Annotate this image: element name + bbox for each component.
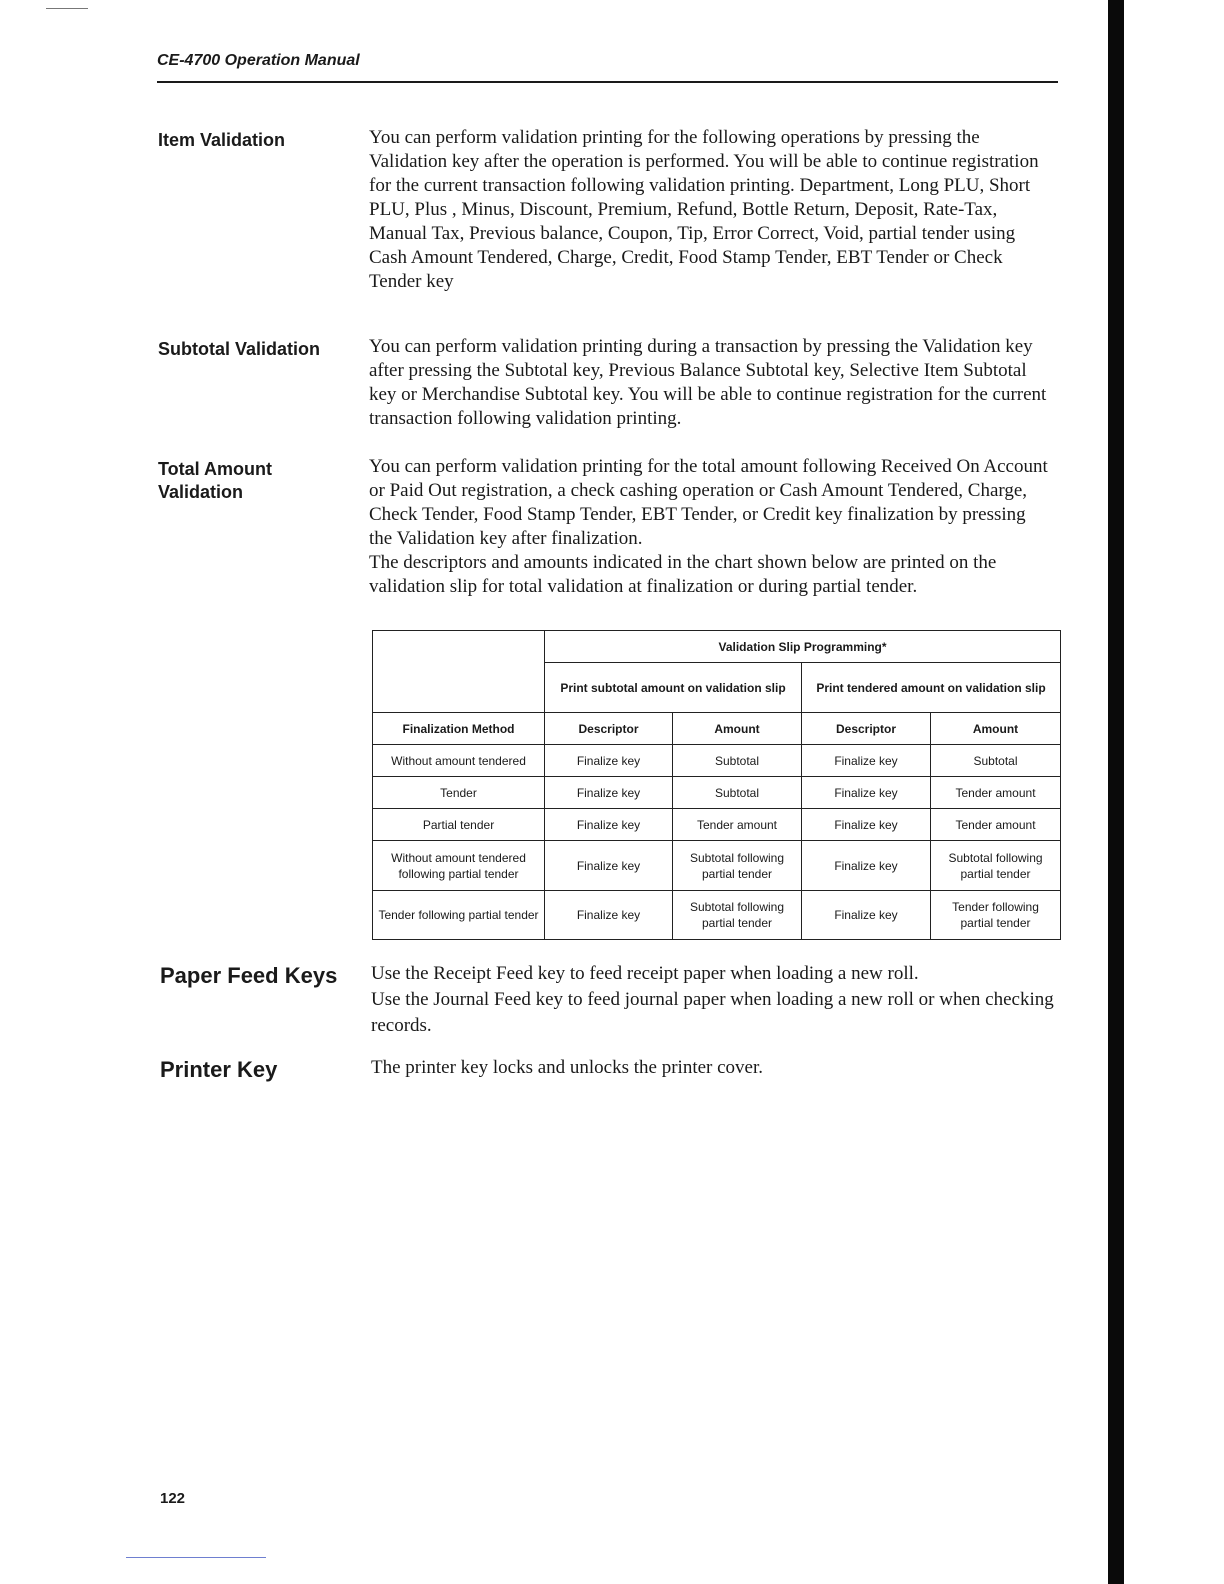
cell-method: Partial tender [373, 809, 545, 841]
heading-line: Validation [158, 482, 244, 502]
running-header: CE-4700 Operation Manual [157, 52, 360, 69]
cell-amount: Subtotal [931, 745, 1061, 777]
header-rule [157, 81, 1058, 83]
heading-paper-feed-keys: Paper Feed Keys [160, 963, 338, 988]
table-row [373, 891, 1061, 940]
heading-item-validation: Item Validation [158, 130, 286, 150]
cell-descriptor: Finalize key [802, 777, 931, 809]
heading-line: Total Amount [158, 459, 272, 479]
col-header-amount: Amount [931, 713, 1061, 745]
col-header-method: Finalization Method [373, 713, 545, 745]
cell-amount: Subtotal [673, 777, 802, 809]
heading-printer-key: Printer Key [160, 1057, 278, 1082]
heading-subtotal-validation: Subtotal Validation [158, 339, 321, 359]
table-row [373, 745, 1061, 777]
col-header-amount: Amount [673, 713, 802, 745]
scan-edge-bar [1108, 0, 1124, 1584]
paper-feed-keys-body [371, 961, 1055, 1039]
cell-amount: Subtotal following partial tender [673, 891, 802, 940]
cell-descriptor: Finalize key [545, 745, 673, 777]
table-title: Validation Slip Programming* [545, 631, 1061, 663]
cell-descriptor: Finalize key [545, 891, 673, 940]
cell-amount: Tender following partial tender [931, 891, 1061, 940]
subtotal-validation-body [369, 335, 1053, 431]
table-row [373, 777, 1061, 809]
total-amount-paragraph-2: The descriptors and amounts indicated in the chart shown below are printed on the validation slip for total validation at finalization or during partial tender. [369, 552, 997, 597]
cell-method: Without amount tendered [373, 745, 545, 777]
cell-amount: Subtotal following partial tender [931, 841, 1061, 891]
subtotal-validation-paragraph: You can perform validation printing during a transaction by pressing the Validation key after pressing the Subtotal key, Previous Balance Subtotal key, Selective Item Subtotal key or Merchandise Subtotal key. You will be able to continue registration for the current transaction following validation printing. [369, 336, 1047, 429]
total-amount-validation-body [369, 455, 1053, 599]
table-row [373, 841, 1061, 891]
cell-descriptor: Finalize key [802, 891, 931, 940]
cell-amount: Tender amount [931, 777, 1061, 809]
cell-descriptor: Finalize key [802, 841, 931, 891]
cell-method: Without amount tendered following partial tender [373, 841, 545, 891]
bottom-edge-rule [126, 1557, 266, 1558]
cell-amount: Subtotal following partial tender [673, 841, 802, 891]
col-header-descriptor: Descriptor [802, 713, 931, 745]
cell-descriptor: Finalize key [545, 777, 673, 809]
table-corner-cell [373, 631, 545, 713]
page-number: 122 [160, 1490, 186, 1507]
validation-slip-table [372, 630, 1061, 940]
paper-feed-paragraph-1: Use the Receipt Feed key to feed receipt paper when loading a new roll. [371, 963, 919, 984]
table-row [373, 809, 1061, 841]
item-validation-paragraph: You can perform validation printing for the following operations by pressing the Validation key after the operation is performed. You will be able to continue registration for the current transaction following validation printing. Department, Long PLU, Short PLU, Plus , Minus, Discount, Premium, Refund, Bottle Return, Deposit, Rate-Tax, Manual Tax, Previous balance, Coupon, Tip, Error Correct, Void, partial tender using Cash Amount Tendered, Charge, Credit, Food Stamp Tender, EBT Tender or Check Tender key [369, 127, 1039, 292]
col-header-descriptor: Descriptor [545, 713, 673, 745]
top-edge-rule [46, 8, 88, 9]
cell-method: Tender following partial tender [373, 891, 545, 940]
cell-amount: Tender amount [931, 809, 1061, 841]
cell-method: Tender [373, 777, 545, 809]
cell-descriptor: Finalize key [545, 841, 673, 891]
total-amount-paragraph-1: You can perform validation printing for the total amount following Received On Account or Paid Out registration, a check cashing operation or Cash Amount Tendered, Charge, Check Tender, Food Stamp Tender, EBT Tender, or Credit key finalization by pressing the Validation key after finalization. [369, 456, 1048, 549]
cell-amount: Subtotal [673, 745, 802, 777]
cell-descriptor: Finalize key [802, 745, 931, 777]
group-header-subtotal: Print subtotal amount on validation slip [545, 663, 802, 713]
cell-descriptor: Finalize key [545, 809, 673, 841]
group-header-tendered: Print tendered amount on validation slip [802, 663, 1061, 713]
printer-key-body [371, 1056, 1055, 1080]
cell-descriptor: Finalize key [802, 809, 931, 841]
paper-feed-paragraph-2: Use the Journal Feed key to feed journal paper when loading a new roll or when checking records. [371, 989, 1054, 1036]
item-validation-body [369, 126, 1053, 294]
heading-total-amount-validation [158, 458, 358, 504]
printer-key-paragraph: The printer key locks and unlocks the printer cover. [371, 1057, 764, 1078]
cell-amount: Tender amount [673, 809, 802, 841]
